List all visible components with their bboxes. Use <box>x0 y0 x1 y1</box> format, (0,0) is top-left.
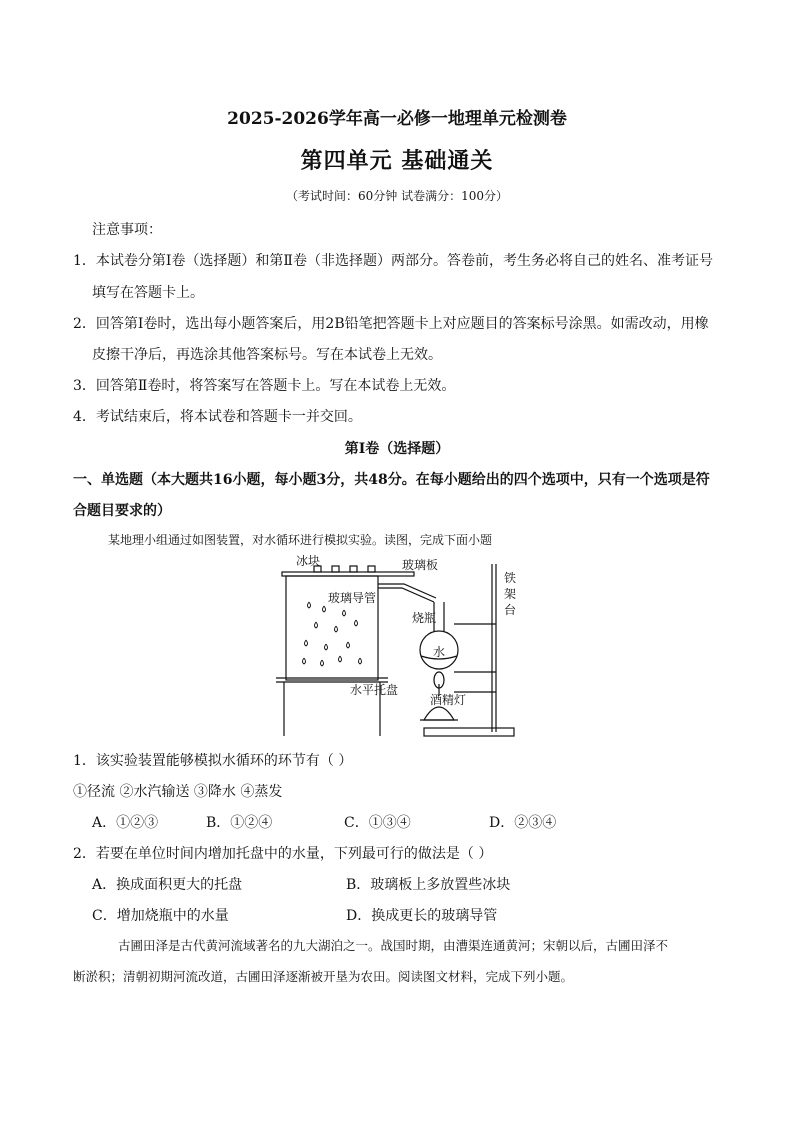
label-flask: 烧瓶 <box>412 611 437 625</box>
question-2-option-a[interactable]: A．换成面积更大的托盘 <box>92 877 243 893</box>
label-ice: 冰块 <box>296 554 321 568</box>
question-2-option-d[interactable]: D．换成更长的玻璃导管 <box>346 908 498 924</box>
water-cycle-experiment-figure <box>264 554 534 744</box>
label-glass-plate: 玻璃板 <box>402 558 439 572</box>
material-2-line-2: 断淤积；清朝初期河流改道，古圃田泽逐渐被开垦为农田。阅读图文材料，完成下列小题。 <box>73 969 574 984</box>
section-title: 第Ⅰ卷（选择题） <box>344 441 450 457</box>
question-1-items: ①径流 ②水汽输送 ③降水 ④蒸发 <box>73 784 283 800</box>
question-1-stem: 1．该实验装置能够模拟水循环的环节有（ ） <box>73 753 353 769</box>
question-1-option-c[interactable]: C．①③④ <box>344 815 411 831</box>
question-2-option-b[interactable]: B．玻璃板上多放置些冰块 <box>346 877 511 893</box>
note-4: 4．考试结束后，将本试卷和答题卡一并交回。 <box>73 409 362 425</box>
material-2-line-1: 古圃田泽是古代黄河流域著名的九大湖泊之一。战国时期，由漕渠连通黄河；宋朝以后，古圃田泽不 <box>118 938 669 953</box>
material-1: 某地理小组通过如图装置，对水循环进行模拟实验。读图，完成下面小题 <box>108 533 493 547</box>
question-2-option-c[interactable]: C．增加烧瓶中的水量 <box>92 908 229 924</box>
label-glass-tube: 玻璃导管 <box>328 591 377 605</box>
label-stand-1: 铁 <box>504 571 517 585</box>
note-2-line-2: 皮擦干净后，再选涂其他答案标号。写在本试卷上无效。 <box>92 347 442 363</box>
notes-heading: 注意事项： <box>92 222 162 238</box>
alcohol-lamp <box>424 707 454 720</box>
question-1-option-a[interactable]: A．①②③ <box>92 815 159 831</box>
part1-instructions-line-1: 一、单选题（本大题共16小题，每小题3分，共48分。在每小题给出的四个选项中，只有一个选项是符 <box>73 472 710 488</box>
label-stand-3: 台 <box>504 603 517 617</box>
note-2-line-1: 2．回答第Ⅰ卷时，选出每小题答案后，用2B铅笔把答题卡上对应题目的答案标号涂黑。如需改动，用橡 <box>73 316 709 332</box>
label-tray: 水平托盘 <box>350 683 399 697</box>
question-1-option-b[interactable]: B．①②④ <box>206 815 273 831</box>
glass-plate <box>282 572 414 576</box>
label-water: 水 <box>433 645 446 659</box>
label-lamp: 酒精灯 <box>430 693 467 707</box>
exam-title: 2025-2026学年高一必修一地理单元检测卷 <box>227 109 567 129</box>
note-1-line-2: 填写在答题卡上。 <box>92 285 204 301</box>
question-1-option-d[interactable]: D．②③④ <box>489 815 557 831</box>
question-2-stem: 2．若要在单位时间内增加托盘中的水量，下列最可行的做法是（ ） <box>73 846 493 862</box>
label-stand-2: 架 <box>504 587 517 601</box>
exam-info: （考试时间：60分钟 试卷满分：100分） <box>286 189 508 203</box>
part1-instructions-line-2: 合题目要求的） <box>73 503 171 519</box>
unit-title: 第四单元 基础通关 <box>300 148 494 174</box>
note-3: 3．回答第Ⅱ卷时，将答案写在答题卡上。写在本试卷上无效。 <box>73 378 456 394</box>
glass-tube <box>378 584 436 598</box>
note-1-line-1: 1．本试卷分第Ⅰ卷（选择题）和第Ⅱ卷（非选择题）两部分。答卷前，考生务必将自己的姓名、准考证号 <box>73 253 713 269</box>
stand-base <box>424 728 514 736</box>
